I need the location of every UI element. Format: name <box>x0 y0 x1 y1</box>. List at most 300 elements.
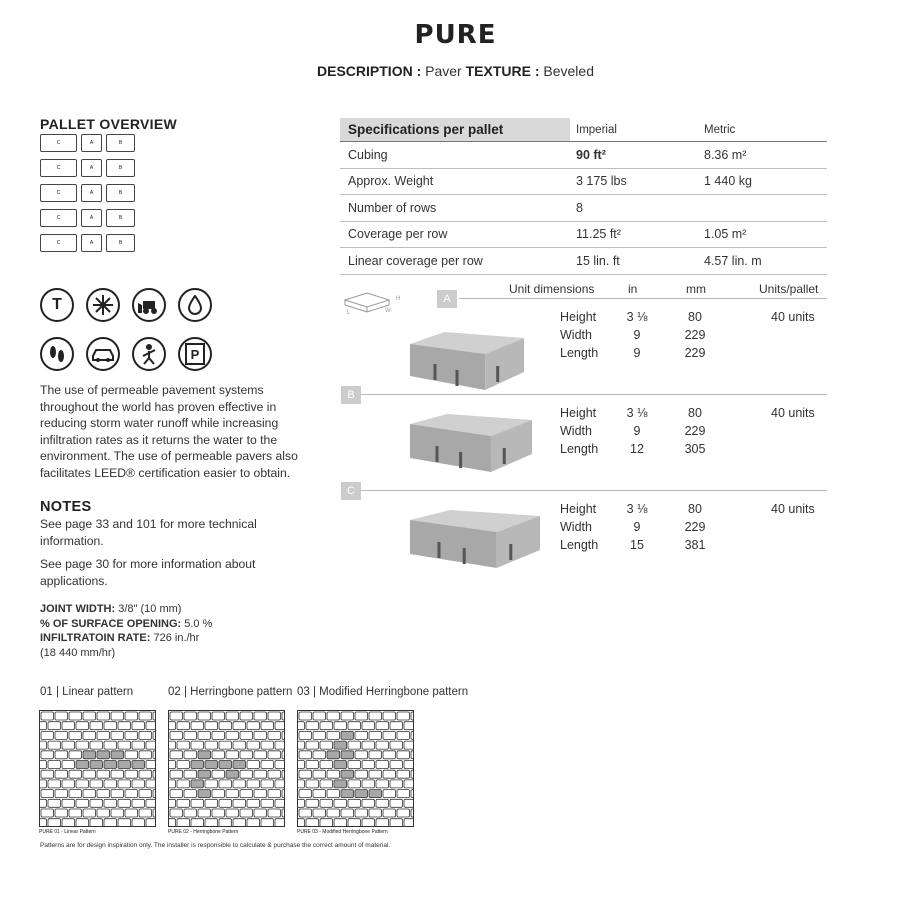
pattern-brick <box>170 751 183 759</box>
pattern-brick <box>191 741 204 749</box>
pattern-brick <box>233 741 246 749</box>
spec-imperial: 90 ft² <box>576 147 606 162</box>
pattern-brick <box>111 809 124 817</box>
pattern-brick <box>184 790 197 798</box>
pattern-brick <box>282 751 285 759</box>
pattern-brick <box>104 741 117 749</box>
pattern-brick <box>383 751 396 759</box>
pattern-brick <box>48 741 61 749</box>
pattern-brick <box>275 741 285 749</box>
pattern-brick <box>198 751 211 759</box>
car-icon <box>86 337 120 371</box>
pattern-brick <box>411 790 414 798</box>
pattern-brick <box>261 799 274 807</box>
pattern-brick <box>306 819 319 827</box>
pattern-brick <box>55 731 68 739</box>
pattern-brick <box>240 712 253 720</box>
pattern-brick <box>212 712 225 720</box>
infiltration-label: INFILTRATOIN RATE: <box>40 632 151 644</box>
pattern-brick <box>168 819 176 827</box>
pattern-brick <box>146 799 156 807</box>
pattern-brick <box>397 790 410 798</box>
length-in: 9 <box>633 346 641 360</box>
pallet-overview-heading: PALLET OVERVIEW <box>40 116 177 132</box>
pattern-brick <box>69 770 82 778</box>
pattern-brick <box>327 731 340 739</box>
width-in: 9 <box>633 424 641 438</box>
pattern-label: 02 | Herringbone pattern <box>168 686 293 698</box>
notes-heading: NOTES <box>40 499 92 515</box>
pattern-brick <box>170 731 183 739</box>
pattern-brick <box>111 731 124 739</box>
pattern-brick <box>404 819 414 827</box>
height-label: Height <box>560 502 597 516</box>
pattern-brick <box>139 809 152 817</box>
pattern-diagram <box>297 710 414 827</box>
pattern-brick <box>48 819 61 827</box>
pattern-brick <box>390 761 403 769</box>
pattern-brick <box>41 712 54 720</box>
pattern-brick <box>297 799 305 807</box>
pattern-brick <box>212 770 225 778</box>
pedestrian-icon <box>40 337 74 371</box>
spec-label: Number of rows <box>348 200 437 215</box>
pattern-brick <box>306 722 319 730</box>
pattern-brick <box>69 809 82 817</box>
pattern-brick <box>390 819 403 827</box>
pattern-brick <box>362 819 375 827</box>
pattern-brick <box>299 751 312 759</box>
pallet-row <box>40 209 143 227</box>
spec-imperial: 15 lin. ft <box>576 253 620 268</box>
pallet-cell: C <box>40 134 77 152</box>
technical-specs <box>40 602 280 660</box>
icon-row-2 <box>40 337 212 371</box>
infiltration-line <box>40 631 280 646</box>
pattern-brick <box>297 741 305 749</box>
spec-header-metric: Metric <box>704 123 736 136</box>
pattern-brick <box>177 799 190 807</box>
pattern-brick <box>212 731 225 739</box>
paver-image <box>406 412 536 482</box>
pattern-brick <box>153 770 156 778</box>
pattern-brick <box>62 780 75 788</box>
pattern-brick <box>184 770 197 778</box>
page-title: PURE <box>414 20 497 50</box>
pattern-brick <box>62 741 75 749</box>
spec-imperial: 8 <box>576 200 583 215</box>
dimension-diagram <box>343 290 403 325</box>
pattern-brick <box>170 809 183 817</box>
pattern-brick <box>62 761 75 769</box>
pattern-diagram <box>39 710 156 827</box>
width-in: 9 <box>633 520 641 534</box>
pattern-brick <box>268 751 281 759</box>
pattern-brick <box>411 731 414 739</box>
pattern-brick <box>306 761 319 769</box>
pattern-brick <box>191 780 204 788</box>
description-line <box>0 63 911 79</box>
pattern-brick <box>233 722 246 730</box>
pattern-brick <box>90 741 103 749</box>
pattern-brick <box>146 761 156 769</box>
pattern-brick <box>39 722 47 730</box>
pallet-cell: C <box>40 184 77 202</box>
width-in: 9 <box>633 328 641 342</box>
pattern-brick <box>411 751 414 759</box>
pattern-brick <box>219 761 232 769</box>
spec-imperial: 3 175 lbs <box>576 174 627 189</box>
pattern-brick <box>62 799 75 807</box>
pattern-brick <box>153 809 156 817</box>
pattern-brick <box>369 770 382 778</box>
pattern-brick <box>261 761 274 769</box>
pattern-brick <box>118 780 131 788</box>
pattern-brick <box>247 722 260 730</box>
pattern-brick <box>297 761 305 769</box>
pattern-brick <box>355 809 368 817</box>
pattern-brick <box>205 780 218 788</box>
pattern-brick <box>219 722 232 730</box>
parking-icon <box>178 337 212 371</box>
pattern-brick <box>39 780 47 788</box>
pattern-brick <box>111 790 124 798</box>
pattern-brick <box>397 751 410 759</box>
pattern-brick <box>104 722 117 730</box>
pattern-brick <box>104 799 117 807</box>
pallet-cell: A <box>81 159 102 177</box>
pattern-brick <box>132 761 145 769</box>
pattern-brick <box>139 790 152 798</box>
pattern-brick <box>275 761 285 769</box>
pattern-brick <box>226 809 239 817</box>
pattern-brick <box>198 770 211 778</box>
unit-divider <box>361 490 827 491</box>
spec-label: Cubing <box>348 147 388 162</box>
pattern-brick <box>247 780 260 788</box>
description-value: Paver <box>425 63 462 79</box>
pattern-brick <box>76 780 89 788</box>
disclaimer: Patterns are for design inspiration only. The installer is responsible to calculate & purchase the correct amount of material. <box>40 842 391 849</box>
pattern-brick <box>146 722 156 730</box>
pattern-brick <box>125 751 138 759</box>
pattern-brick <box>153 712 156 720</box>
pattern-brick <box>139 770 152 778</box>
pattern-brick <box>219 799 232 807</box>
pallet-grid <box>40 134 143 259</box>
icon-row-1 <box>40 288 212 322</box>
pattern-brick <box>83 751 96 759</box>
joint-width-line <box>40 602 280 617</box>
pattern-brick <box>97 751 110 759</box>
pattern-brick <box>62 819 75 827</box>
pattern-brick <box>334 780 347 788</box>
pattern-brick <box>254 770 267 778</box>
pattern-brick <box>383 712 396 720</box>
pattern-brick <box>254 712 267 720</box>
pattern-brick <box>83 770 96 778</box>
mm-header: mm <box>686 282 706 296</box>
pattern-brick <box>125 712 138 720</box>
pattern-brick <box>104 819 117 827</box>
pattern-brick <box>55 770 68 778</box>
pattern-brick <box>125 731 138 739</box>
length-mm: 229 <box>684 346 706 360</box>
spec-metric: 1 440 kg <box>704 174 752 189</box>
pattern-brick <box>118 741 131 749</box>
pallet-cell: A <box>81 209 102 227</box>
pattern-brick <box>327 770 340 778</box>
pattern-brick <box>297 819 305 827</box>
pattern-brick <box>191 722 204 730</box>
length-mm: 305 <box>684 442 706 456</box>
pattern-brick <box>376 761 389 769</box>
pattern-brick <box>327 712 340 720</box>
pattern-brick <box>254 751 267 759</box>
pattern-brick <box>306 741 319 749</box>
pattern-brick <box>132 799 145 807</box>
pattern-label: 01 | Linear pattern <box>40 686 134 698</box>
pattern-brick <box>297 722 305 730</box>
pattern-brick <box>404 722 414 730</box>
texture-label: TEXTURE : <box>465 63 540 79</box>
pattern-brick <box>90 780 103 788</box>
description-label: DESCRIPTION : <box>317 63 422 79</box>
snow-plow-icon <box>132 288 166 322</box>
pattern-brick <box>275 819 285 827</box>
length-label: Length <box>560 346 599 360</box>
pattern-brick <box>198 809 211 817</box>
pattern-brick <box>282 770 285 778</box>
pattern-brick <box>226 712 239 720</box>
pattern-brick <box>275 780 285 788</box>
pattern-brick <box>118 761 131 769</box>
pattern-brick <box>320 799 333 807</box>
unit-badge: C <box>341 482 361 500</box>
spec-row <box>340 248 827 275</box>
pattern-brick <box>376 722 389 730</box>
pattern-brick <box>362 741 375 749</box>
pattern-brick <box>390 741 403 749</box>
pattern-brick <box>306 799 319 807</box>
pattern-brick <box>313 751 326 759</box>
pattern-brick <box>348 741 361 749</box>
pattern-brick <box>275 722 285 730</box>
infiltration-metric: (18 440 mm/hr) <box>40 646 116 659</box>
pallet-cell: A <box>81 134 102 152</box>
pattern-brick <box>348 722 361 730</box>
pattern-brick <box>233 799 246 807</box>
pattern-brick <box>90 799 103 807</box>
pattern-brick <box>313 731 326 739</box>
pattern-brick <box>168 780 176 788</box>
pattern-brick <box>177 741 190 749</box>
pattern-brick <box>411 712 414 720</box>
pattern-brick <box>76 819 89 827</box>
pattern-brick <box>177 761 190 769</box>
pallet-cell: B <box>106 234 135 252</box>
pattern-brick <box>132 722 145 730</box>
pattern-brick <box>205 799 218 807</box>
traffic-icon: T <box>40 288 74 322</box>
texture-value: Beveled <box>543 63 594 79</box>
pattern-brick <box>254 790 267 798</box>
height-mm: 80 <box>688 310 702 324</box>
infiltration-value: 726 in./hr <box>153 632 200 644</box>
units-per-pallet: 40 units <box>771 502 815 516</box>
pattern-brick <box>355 770 368 778</box>
surface-opening-label: % OF SURFACE OPENING: <box>40 617 182 630</box>
pattern-brick <box>299 770 312 778</box>
pattern-brick <box>226 790 239 798</box>
intro-paragraph: The use of permeable pavement systems throughout the world has proven effective in reducing storm water runoff while increasing infiltration rates as it returns the water to the environment. The use of permeable pavers also facilitates LEED® certification easier to obtain. <box>40 383 298 480</box>
pattern-brick <box>111 751 124 759</box>
pattern-brick <box>83 809 96 817</box>
pattern-brick <box>83 731 96 739</box>
pattern-brick <box>153 751 156 759</box>
pattern-brick <box>125 790 138 798</box>
pattern-brick <box>397 731 410 739</box>
height-in: 3 ⅛ <box>626 310 648 324</box>
snowflake-icon <box>86 288 120 322</box>
pattern-brick <box>355 790 368 798</box>
pattern-brick <box>313 712 326 720</box>
pattern-brick <box>170 712 183 720</box>
pattern-brick <box>397 712 410 720</box>
pattern-brick <box>97 809 110 817</box>
pattern-brick <box>299 809 312 817</box>
pattern-brick <box>355 751 368 759</box>
length-in: 15 <box>630 538 644 552</box>
pattern-brick <box>254 731 267 739</box>
pattern-brick <box>125 770 138 778</box>
pattern-brick <box>55 712 68 720</box>
pattern-brick <box>247 741 260 749</box>
pattern-brick <box>76 761 89 769</box>
pattern-brick <box>411 809 414 817</box>
width-mm: 229 <box>684 328 706 342</box>
pattern-brick <box>362 761 375 769</box>
pallet-cell: A <box>81 234 102 252</box>
pattern-brick <box>219 741 232 749</box>
spec-header-row <box>340 118 827 142</box>
pattern-brick <box>261 722 274 730</box>
pattern-brick <box>376 741 389 749</box>
pattern-brick <box>55 751 68 759</box>
pattern-brick <box>362 722 375 730</box>
spec-metric: 1.05 m² <box>704 227 747 242</box>
surface-opening-line <box>40 617 280 632</box>
pattern-brick <box>306 780 319 788</box>
pallet-row <box>40 234 143 252</box>
pattern-brick <box>55 790 68 798</box>
pallet-cell: B <box>106 209 135 227</box>
length-mm: 381 <box>684 538 706 552</box>
pallet-cell: B <box>106 134 135 152</box>
pattern-brick <box>97 731 110 739</box>
pattern-brick <box>104 761 117 769</box>
pattern-brick <box>205 819 218 827</box>
pattern-brick <box>341 731 354 739</box>
pattern-brick <box>261 819 274 827</box>
pattern-brick <box>275 799 285 807</box>
pattern-brick <box>146 780 156 788</box>
pattern-brick <box>362 780 375 788</box>
pattern-brick <box>397 809 410 817</box>
pattern-brick <box>369 790 382 798</box>
pattern-brick <box>205 741 218 749</box>
pattern-brick <box>97 790 110 798</box>
pattern-brick <box>153 731 156 739</box>
surface-opening-value: 5.0 % <box>184 617 213 630</box>
pattern-brick <box>191 819 204 827</box>
pattern-brick <box>132 741 145 749</box>
spec-label: Coverage per row <box>348 227 448 242</box>
pallet-cell: B <box>106 184 135 202</box>
pattern-brick <box>390 799 403 807</box>
pattern-brick <box>184 809 197 817</box>
spec-table <box>340 118 827 275</box>
height-in: 3 ⅛ <box>626 406 648 420</box>
pattern-brick <box>240 790 253 798</box>
pattern-brick <box>240 731 253 739</box>
pallet-cell: C <box>40 209 77 227</box>
pattern-brick <box>376 780 389 788</box>
pattern-brick <box>39 761 47 769</box>
pattern-brick <box>299 712 312 720</box>
unit-dimensions-header: Unit dimensions <box>509 282 595 296</box>
pattern-brick <box>184 712 197 720</box>
pattern-brick <box>282 712 285 720</box>
pallet-row <box>40 159 143 177</box>
pattern-brick <box>132 780 145 788</box>
pattern-brick <box>39 741 47 749</box>
pattern-brick <box>212 809 225 817</box>
spec-row <box>340 142 827 169</box>
pattern-brick <box>39 819 47 827</box>
pattern-brick <box>226 731 239 739</box>
pattern-brick <box>219 819 232 827</box>
notes-line-1: See page 33 and 101 for more technical information. <box>40 517 257 548</box>
dim-l-label: L <box>347 310 351 316</box>
pattern-brick <box>69 731 82 739</box>
spec-header-imperial: Imperial <box>576 123 617 136</box>
unit-badge: A <box>437 290 457 308</box>
pattern-brick <box>69 751 82 759</box>
pattern-brick <box>254 809 267 817</box>
height-label: Height <box>560 310 597 324</box>
units-per-pallet: 40 units <box>771 310 815 324</box>
pattern-brick <box>383 731 396 739</box>
pattern-brick <box>212 790 225 798</box>
in-header: in <box>628 282 638 296</box>
pattern-brick <box>247 819 260 827</box>
pattern-brick <box>184 751 197 759</box>
pattern-brick <box>76 722 89 730</box>
pattern-brick <box>139 712 152 720</box>
pattern-brick <box>48 799 61 807</box>
pattern-brick <box>69 790 82 798</box>
pattern-caption: PURE 02 - Herringbone Pattern <box>168 829 239 835</box>
pattern-brick <box>118 819 131 827</box>
pattern-brick <box>41 751 54 759</box>
parking-sign: P <box>185 343 205 365</box>
pattern-brick <box>177 819 190 827</box>
pattern-brick <box>334 741 347 749</box>
pattern-brick <box>348 799 361 807</box>
pattern-brick <box>341 751 354 759</box>
pattern-brick <box>320 741 333 749</box>
